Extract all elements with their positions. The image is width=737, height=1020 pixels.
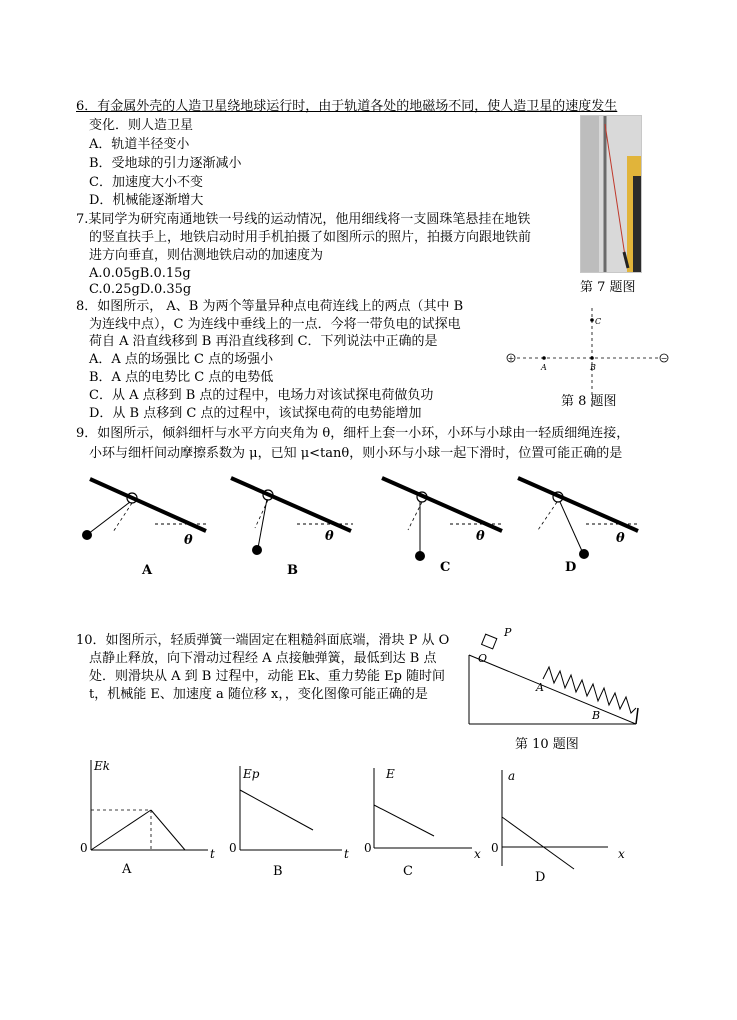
q9-stem-line2: 小环与细杆间动摩擦系数为 μ，已知 μ<tanθ，则小环与小球一起下滑时，位置可能正确的是 xyxy=(89,446,623,461)
label-b: B xyxy=(590,363,596,372)
q10-graph-label-a: A xyxy=(122,862,132,877)
q7-options-cd: C.0.25gD.0.35g xyxy=(89,282,192,297)
y-axis-label: E xyxy=(386,767,395,781)
point-c xyxy=(590,318,594,322)
q6-option-d: D．机械能逐渐增大 xyxy=(89,193,204,208)
y-axis-label: Ep xyxy=(243,767,260,781)
q8-option-c: C．从 A 点移到 B 点的过程中，电场力对该试探电荷做负功 xyxy=(89,388,434,403)
theta-label: θ xyxy=(616,531,625,546)
q10-graph-c xyxy=(364,768,504,888)
q9-figure-b xyxy=(227,474,367,564)
q6-option-b: B．受地球的引力逐渐减小 xyxy=(89,156,242,171)
origin-label: 0 xyxy=(491,841,499,855)
slider-block xyxy=(482,634,497,649)
q9-figure-c xyxy=(378,474,518,564)
q9-label-d: D xyxy=(565,560,577,575)
q9-stem-line1: 9．如图所示，倾斜细杆与水平方向夹角为 θ，细杆上套一小环，小环与小球由一轻质细绳连接， xyxy=(76,426,630,441)
q6-option-c: C．加速度大小不变 xyxy=(89,175,203,190)
origin-label: 0 xyxy=(80,841,88,855)
q9-figure-a xyxy=(80,474,220,564)
y-axis-label: Ek xyxy=(94,759,111,773)
label-p: P xyxy=(504,626,512,639)
q10-stem-line1: 10．如图所示，轻质弹簧一端固定在粗糙斜面底端，滑块 P 从 O xyxy=(76,633,450,648)
theta-label: θ xyxy=(476,529,485,544)
label-a: A xyxy=(536,681,544,694)
q10-graph-label-c: C xyxy=(403,864,413,879)
q8-stem-line3: 荷自 A 沿直线移到 B 再沿直线移到 C．下列说法中正确的是 xyxy=(89,334,438,349)
x-axis-label: x xyxy=(474,847,481,861)
theta-label: θ xyxy=(325,529,334,544)
q8-option-a: A．A 点的场强比 C 点的场强小 xyxy=(89,352,274,367)
q8-stem-line2: 为连线中点），C 为连线中垂线上的一点．今将一带负电的试探电 xyxy=(89,317,461,332)
point-b xyxy=(590,356,594,360)
q10-stem-line2: 点静止释放，向下滑动过程经 A 点接触弹簧，最低到达 B 点 xyxy=(89,651,437,666)
q7-options-ab: A.0.05gB.0.15g xyxy=(89,266,191,281)
q7-stem-line2: 的竖直扶手上，地铁启动时用手机拍摄了如图所示的照片，拍摄方向跟地铁前 xyxy=(89,230,532,245)
q8-stem-line1: 8．如图所示， A、B 为两个等量异种点电荷连线上的两点（其中 B xyxy=(76,299,464,314)
q10-graph-b xyxy=(228,766,368,886)
q9-label-c: C xyxy=(440,560,451,575)
label-o: O xyxy=(478,652,488,665)
minus-sign: − xyxy=(660,354,668,363)
q10-caption: 第 10 题图 xyxy=(515,737,579,752)
q6-stem-line2: 变化．则人造卫星 xyxy=(89,118,194,133)
q10-stem-line3: 处．则滑块从 A 到 B 过程中，动能 Ek、重力势能 Ep 随时间 xyxy=(89,669,446,684)
q7-caption: 第 7 题图 xyxy=(580,280,636,295)
q9-label-b: B xyxy=(287,563,298,578)
q8-option-b: B．A 点的电势比 C 点的电势低 xyxy=(89,370,274,385)
label-c: C xyxy=(595,317,602,326)
origin-label: 0 xyxy=(364,841,372,855)
q7-stem-line3: 进方向垂直，则估测地铁启动的加速度为 xyxy=(89,248,324,263)
q6-stem-line1: 6．有金属外壳的人造卫星绕地球运行时，由于轨道各处的地磁场不同，使人造卫星的速度发生 xyxy=(76,99,618,114)
q10-graph-label-b: B xyxy=(273,864,283,879)
origin-label: 0 xyxy=(229,841,237,855)
q10-incline-figure xyxy=(466,622,646,732)
spring xyxy=(543,667,636,713)
q7-stem-line1: 7.某同学为研究南通地铁一号线的运动情况，他用细线将一支圆珠笔悬挂在地铁 xyxy=(76,212,531,227)
q9-figure-d xyxy=(514,474,654,564)
q6-option-a: A．轨道半径变小 xyxy=(89,137,190,152)
point-a xyxy=(542,356,546,360)
q10-graph-label-d: D xyxy=(535,870,546,885)
q9-label-a: A xyxy=(142,563,153,578)
x-axis-label: t xyxy=(344,847,349,861)
q8-field-figure xyxy=(504,308,684,388)
plus-sign: + xyxy=(507,354,515,363)
q8-option-d: D．从 B 点移到 C 点的过程中，该试探电荷的电势能增加 xyxy=(89,406,422,421)
q10-stem-line4: t，机械能 E、加速度 a 随位移 x，，变化图像可能正确的是 xyxy=(89,687,428,702)
label-b: B xyxy=(592,709,601,722)
q7-photo xyxy=(580,115,642,273)
label-a: A xyxy=(541,363,547,372)
q8-caption: 第 8 题图 xyxy=(561,394,617,409)
q10-graph-a xyxy=(78,760,218,880)
x-axis-label: t xyxy=(210,847,215,861)
q10-graph-d xyxy=(491,769,636,890)
theta-label: θ xyxy=(184,533,193,548)
y-axis-label: a xyxy=(508,769,516,783)
x-axis-label: x xyxy=(618,847,625,861)
